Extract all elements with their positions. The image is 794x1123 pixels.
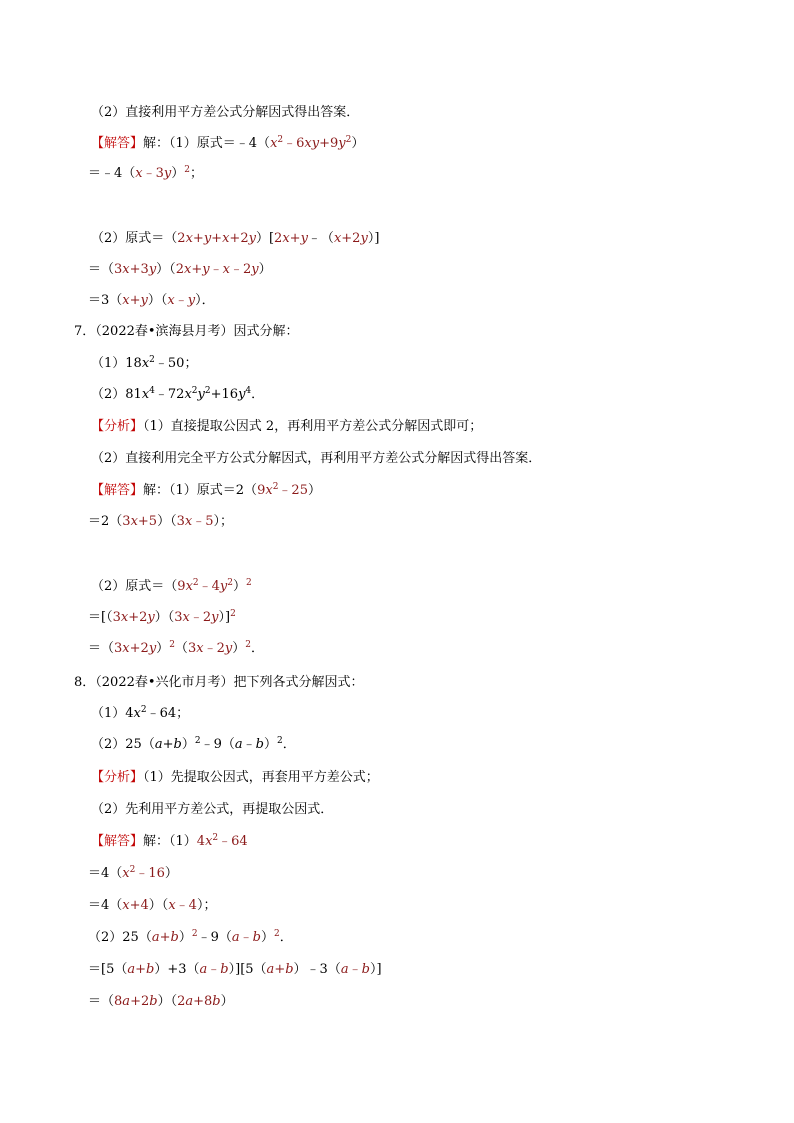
analysis-step-2: （2）直接利用平方差公式分解因式得出答案． <box>91 105 360 120</box>
answer-8-6: ＝（8a+2b）（2a+8b） <box>88 994 234 1009</box>
answer-line-6-4: ＝（3x+3y）（2x+y﹣x﹣2y） <box>88 262 272 277</box>
answer-8-4: $(2)25(a+b)^2﹣9(a﹣b)^2$． <box>88 929 293 945</box>
answer-tag: 【解答】 <box>91 483 144 498</box>
answer-7-2: ＝2（3x+5）（3x﹣5）； <box>88 514 234 529</box>
answer-7-4: ＝[（3x+2y）（3x﹣2y）]$^2$ <box>88 609 236 625</box>
question-7-part-2: $(2)81x^4﹣72x^2y^2+16y^4$． <box>91 386 265 402</box>
answer-tag: 【解答】 <box>91 136 144 151</box>
answer-8-3: ＝4（x+4）（x﹣4）； <box>88 898 217 913</box>
question-8-part-2: $(2)25(a+b)^2﹣9(a﹣b)^2$． <box>91 736 296 752</box>
answer-tag: 【解答】 <box>91 834 144 849</box>
analysis-7-2: （2）直接利用完全平方公式分解因式，再利用平方差公式分解因式得出答案． <box>91 451 542 466</box>
answer-7-3: （2）原式$=(9x^2﹣4y^2)^2$ <box>91 578 252 594</box>
question-7-part-1: $(1)18x^2﹣50$； <box>91 355 198 371</box>
question-7-title: 7．（2022春•滨海县月考）因式分解： <box>74 324 299 339</box>
analysis-7-1: 【分析】（1）直接提取公因式 2，再利用平方差公式分解因式即可； <box>91 419 483 434</box>
question-8-title: 8．（2022春•兴化市月考）把下列各式分解因式： <box>74 675 364 690</box>
answer-8-2: $=4(x^2﹣16)$ <box>88 865 178 881</box>
analysis-8-2: （2）先利用平方差公式，再提取公因式． <box>91 802 334 817</box>
answer-8-5: ＝[5（a+b）+3（a﹣b）][5（a+b）﹣3（a﹣b）] <box>88 962 382 977</box>
answer-line-6-5: ＝3（x+y）（x﹣y）． <box>88 293 215 308</box>
answer-7-1: 【解答】解：（1）原式$=2(9x^2﹣25)$ <box>91 482 321 498</box>
question-8-part-1: $(1)4x^2﹣64$； <box>91 705 190 721</box>
analysis-8-1: 【分析】（1）先提取公因式，再套用平方差公式； <box>91 770 379 785</box>
answer-8-1: 【解答】解：$(1)4x^2﹣64$ <box>91 833 248 849</box>
answer-line-6-3: （2）原式＝（2x+y+x+2y）[2x+y﹣（x+2y）] <box>91 231 380 246</box>
analysis-tag: 【分析】 <box>91 419 144 434</box>
analysis-tag: 【分析】 <box>91 770 144 785</box>
answer-line-6-1: 【解答】解：（1）原式$=﹣4(x^2﹣6xy+9y^2)$ <box>91 135 365 151</box>
answer-7-5: $=(3x+2y)^2(3x﹣2y)^2$． <box>88 640 264 656</box>
answer-line-6-2: ＝﹣4（x﹣3y）$^2$； <box>88 165 204 181</box>
